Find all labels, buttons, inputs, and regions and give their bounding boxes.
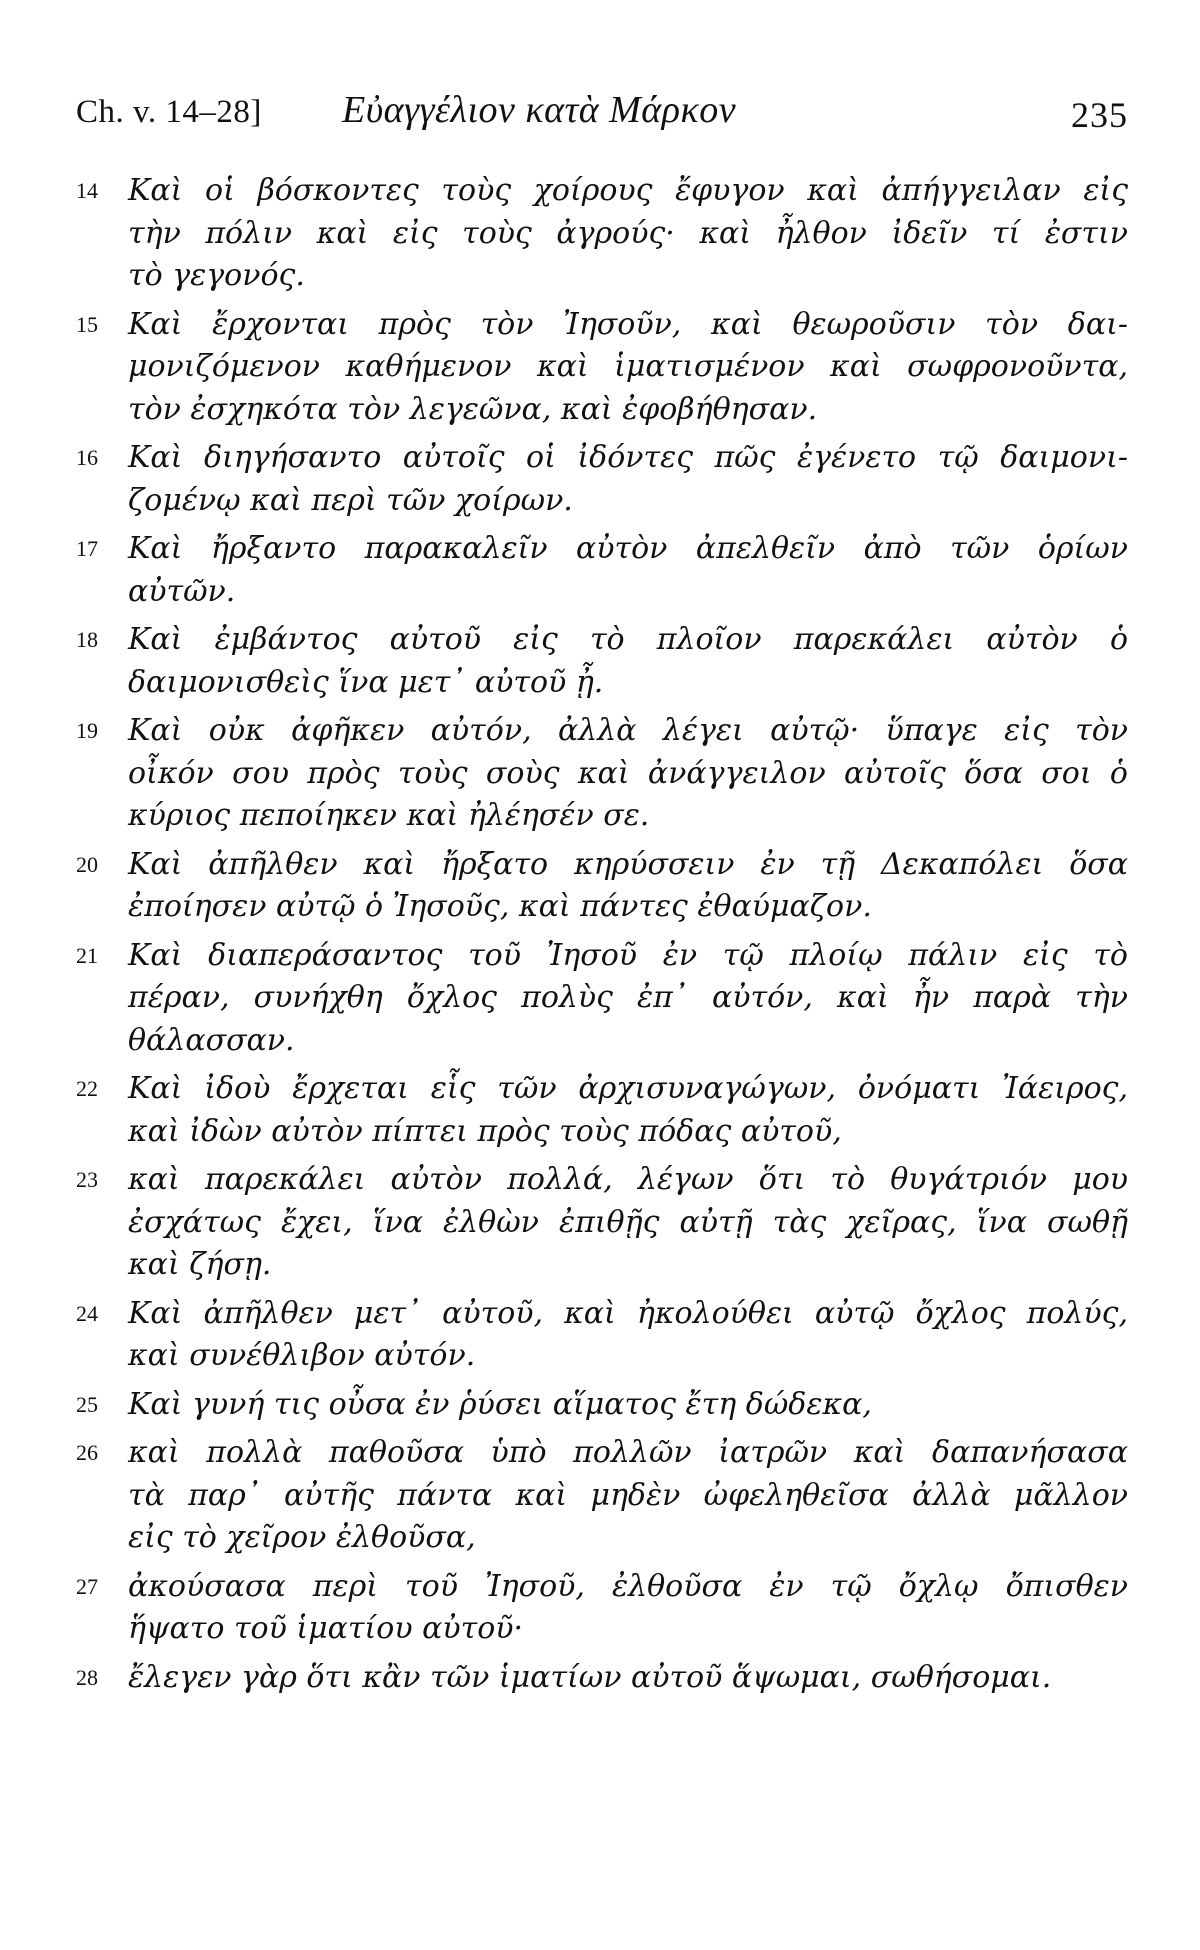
verse-text-line: Καὶ ἀπῆλθεν μετ᾽ αὐτοῦ, καὶ ἠκολούθει αὐτῷ ὄχλος πολύς,	[128, 1295, 1128, 1331]
verse	[76, 619, 1128, 704]
verse-text-line: Καὶ ἔρχονται πρὸς τὸν Ἰησοῦν, καὶ θεωροῦσιν τὸν δαι-	[128, 306, 1128, 342]
verse-text-line: ἥψατο τοῦ ἱματίου αὐτοῦ·	[128, 1611, 524, 1646]
verse-text-line: Καὶ διαπεράσαντος τοῦ Ἰησοῦ ἐν τῷ πλοίῳ πάλιν εἰς τὸ	[128, 937, 1128, 973]
verse-text-line: Καὶ ἤρξαντο παρακαλεῖν αὐτὸν ἀπελθεῖν ἀπὸ τῶν ὁρίων	[128, 531, 1128, 566]
verse-text-line: εἰς τὸ χεῖρον ἐλθοῦσα,	[128, 1520, 476, 1555]
verse-number: 28	[76, 1664, 98, 1690]
verse-text-line: θάλασσαν.	[128, 1022, 295, 1058]
verse-text-line: οἶκόν σου πρὸς τοὺς σοὺς καὶ ἀνάγγειλον αὐτοῖς ὅσα σοι ὁ	[128, 755, 1128, 791]
verse-number: 24	[76, 1300, 98, 1326]
verse	[76, 1159, 1128, 1287]
verse-number: 19	[76, 718, 98, 743]
verse	[76, 528, 1128, 613]
verse	[76, 1432, 1128, 1560]
verse-number: 21	[76, 942, 98, 968]
verse	[76, 1566, 1128, 1651]
verse-text-line: Καὶ οἱ βόσκοντες τοὺς χοίρους ἔφυγον καὶ ἀπήγγειλαν εἰς	[128, 173, 1128, 208]
verse-text-line: δαιμονισθεὶς ἵνα μετ᾽ αὐτοῦ ᾖ.	[128, 664, 604, 700]
verse-text-line: Καὶ διηγήσαντο αὐτοῖς οἱ ἰδόντες πῶς ἐγένετο τῷ δαιμονι-	[128, 440, 1128, 475]
page-number: 235	[1071, 95, 1128, 135]
verse-list	[76, 170, 1128, 1705]
verse	[76, 844, 1128, 929]
verse-number: 27	[76, 1573, 98, 1599]
verse-text-line: καὶ ζήσῃ.	[128, 1247, 272, 1282]
verse-text-line: καὶ ἰδὼν αὐτὸν πίπτει πρὸς τοὺς πόδας αὐτοῦ,	[128, 1113, 842, 1149]
verse-number: 17	[76, 536, 98, 561]
verse	[76, 710, 1128, 838]
verse-text-line: ἐποίησεν αὐτῷ ὁ Ἰησοῦς, καὶ πάντες ἐθαύμαζον.	[128, 889, 872, 924]
verse-text-line: τὴν πόλιν καὶ εἰς τοὺς ἀγρούς· καὶ ἦλθον ἰδεῖν τί ἐστιν	[128, 215, 1128, 251]
verse-text-line: Καὶ ἰδοὺ ἔρχεται εἷς τῶν ἀρχισυναγώγων, ὀνόματι Ἰάειρος,	[128, 1071, 1128, 1106]
verse	[76, 304, 1128, 432]
verse-number: 16	[76, 445, 98, 470]
verse-number: 26	[76, 1440, 98, 1465]
verse-text-line: αὐτῶν.	[128, 573, 236, 609]
verse	[76, 437, 1128, 522]
verse-number: 15	[76, 311, 98, 337]
verse-number: 23	[76, 1167, 98, 1192]
running-title: Εὐαγγέλιον κατὰ Μάρκον	[342, 89, 737, 131]
verse-number: 25	[76, 1391, 98, 1417]
verse-text-line: κύριος πεποίηκεν καὶ ἠλέησέν σε.	[128, 798, 650, 833]
verse	[76, 170, 1128, 298]
verse-text-line: καὶ παρεκάλει αὐτὸν πολλά, λέγων ὅτι τὸ θυγάτριόν μου	[128, 1162, 1128, 1197]
verse	[76, 1068, 1128, 1153]
chapter-reference: Ch. v. 14–28]	[76, 94, 262, 130]
verse-text-line: Καὶ γυνή τις οὖσα ἐν ῥύσει αἵματος ἔτη δώδεκα,	[128, 1386, 872, 1422]
verse-number: 22	[76, 1076, 98, 1101]
verse	[76, 1293, 1128, 1378]
verse-text-line: καὶ πολλὰ παθοῦσα ὑπὸ πολλῶν ἰατρῶν καὶ δαπανήσασα	[128, 1435, 1128, 1470]
verse	[76, 1384, 1128, 1427]
verse-text-line: πέραν, συνήχθη ὄχλος πολὺς ἐπ᾽ αὐτόν, καὶ ἦν παρὰ τὴν	[128, 980, 1128, 1015]
verse-text-line: τὸν ἐσχηκότα τὸν λεγεῶνα, καὶ ἐφοβήθησαν.	[128, 391, 818, 427]
verse-text-line: Καὶ οὐκ ἀφῆκεν αὐτόν, ἀλλὰ λέγει αὐτῷ· ὕπαγε εἰς τὸν	[128, 713, 1128, 748]
verse-text-line: ἔλεγεν γὰρ ὅτι κἂν τῶν ἱματίων αὐτοῦ ἅψωμαι, σωθήσομαι.	[128, 1659, 1052, 1695]
verse-text-line: Καὶ ἀπῆλθεν καὶ ἤρξατο κηρύσσειν ἐν τῇ Δεκαπόλει ὅσα	[128, 846, 1128, 882]
verse-text-line: ἐσχάτως ἔχει, ἵνα ἐλθὼν ἐπιθῇς αὐτῇ τὰς χεῖρας, ἵνα σωθῇ	[128, 1204, 1128, 1240]
verse-text-line: τὸ γεγονός.	[128, 258, 305, 293]
verse-text-line: μονιζόμενον καθήμενον καὶ ἱματισμένον καὶ σωφρονοῦντα,	[128, 349, 1128, 384]
verse-text-line: Καὶ ἐμβάντος αὐτοῦ εἰς τὸ πλοῖον παρεκάλει αὐτὸν ὁ	[128, 622, 1128, 657]
verse-text-line: ἀκούσασα περὶ τοῦ Ἰησοῦ, ἐλθοῦσα ἐν τῷ ὄχλῳ ὄπισθεν	[128, 1568, 1128, 1604]
verse	[76, 1657, 1128, 1700]
running-header	[76, 88, 1128, 138]
verse-number: 18	[76, 627, 98, 652]
verse-number: 20	[76, 851, 98, 877]
verse-text-line: καὶ συνέθλιβον αὐτόν.	[128, 1338, 476, 1373]
verse	[76, 935, 1128, 1063]
verse-text-line: ζομένῳ καὶ περὶ τῶν χοίρων.	[128, 482, 573, 518]
verse-text-line: τὰ παρ᾽ αὐτῆς πάντα καὶ μηδὲν ὠφεληθεῖσα ἀλλὰ μᾶλλον	[128, 1477, 1128, 1513]
verse-number: 14	[76, 178, 98, 203]
